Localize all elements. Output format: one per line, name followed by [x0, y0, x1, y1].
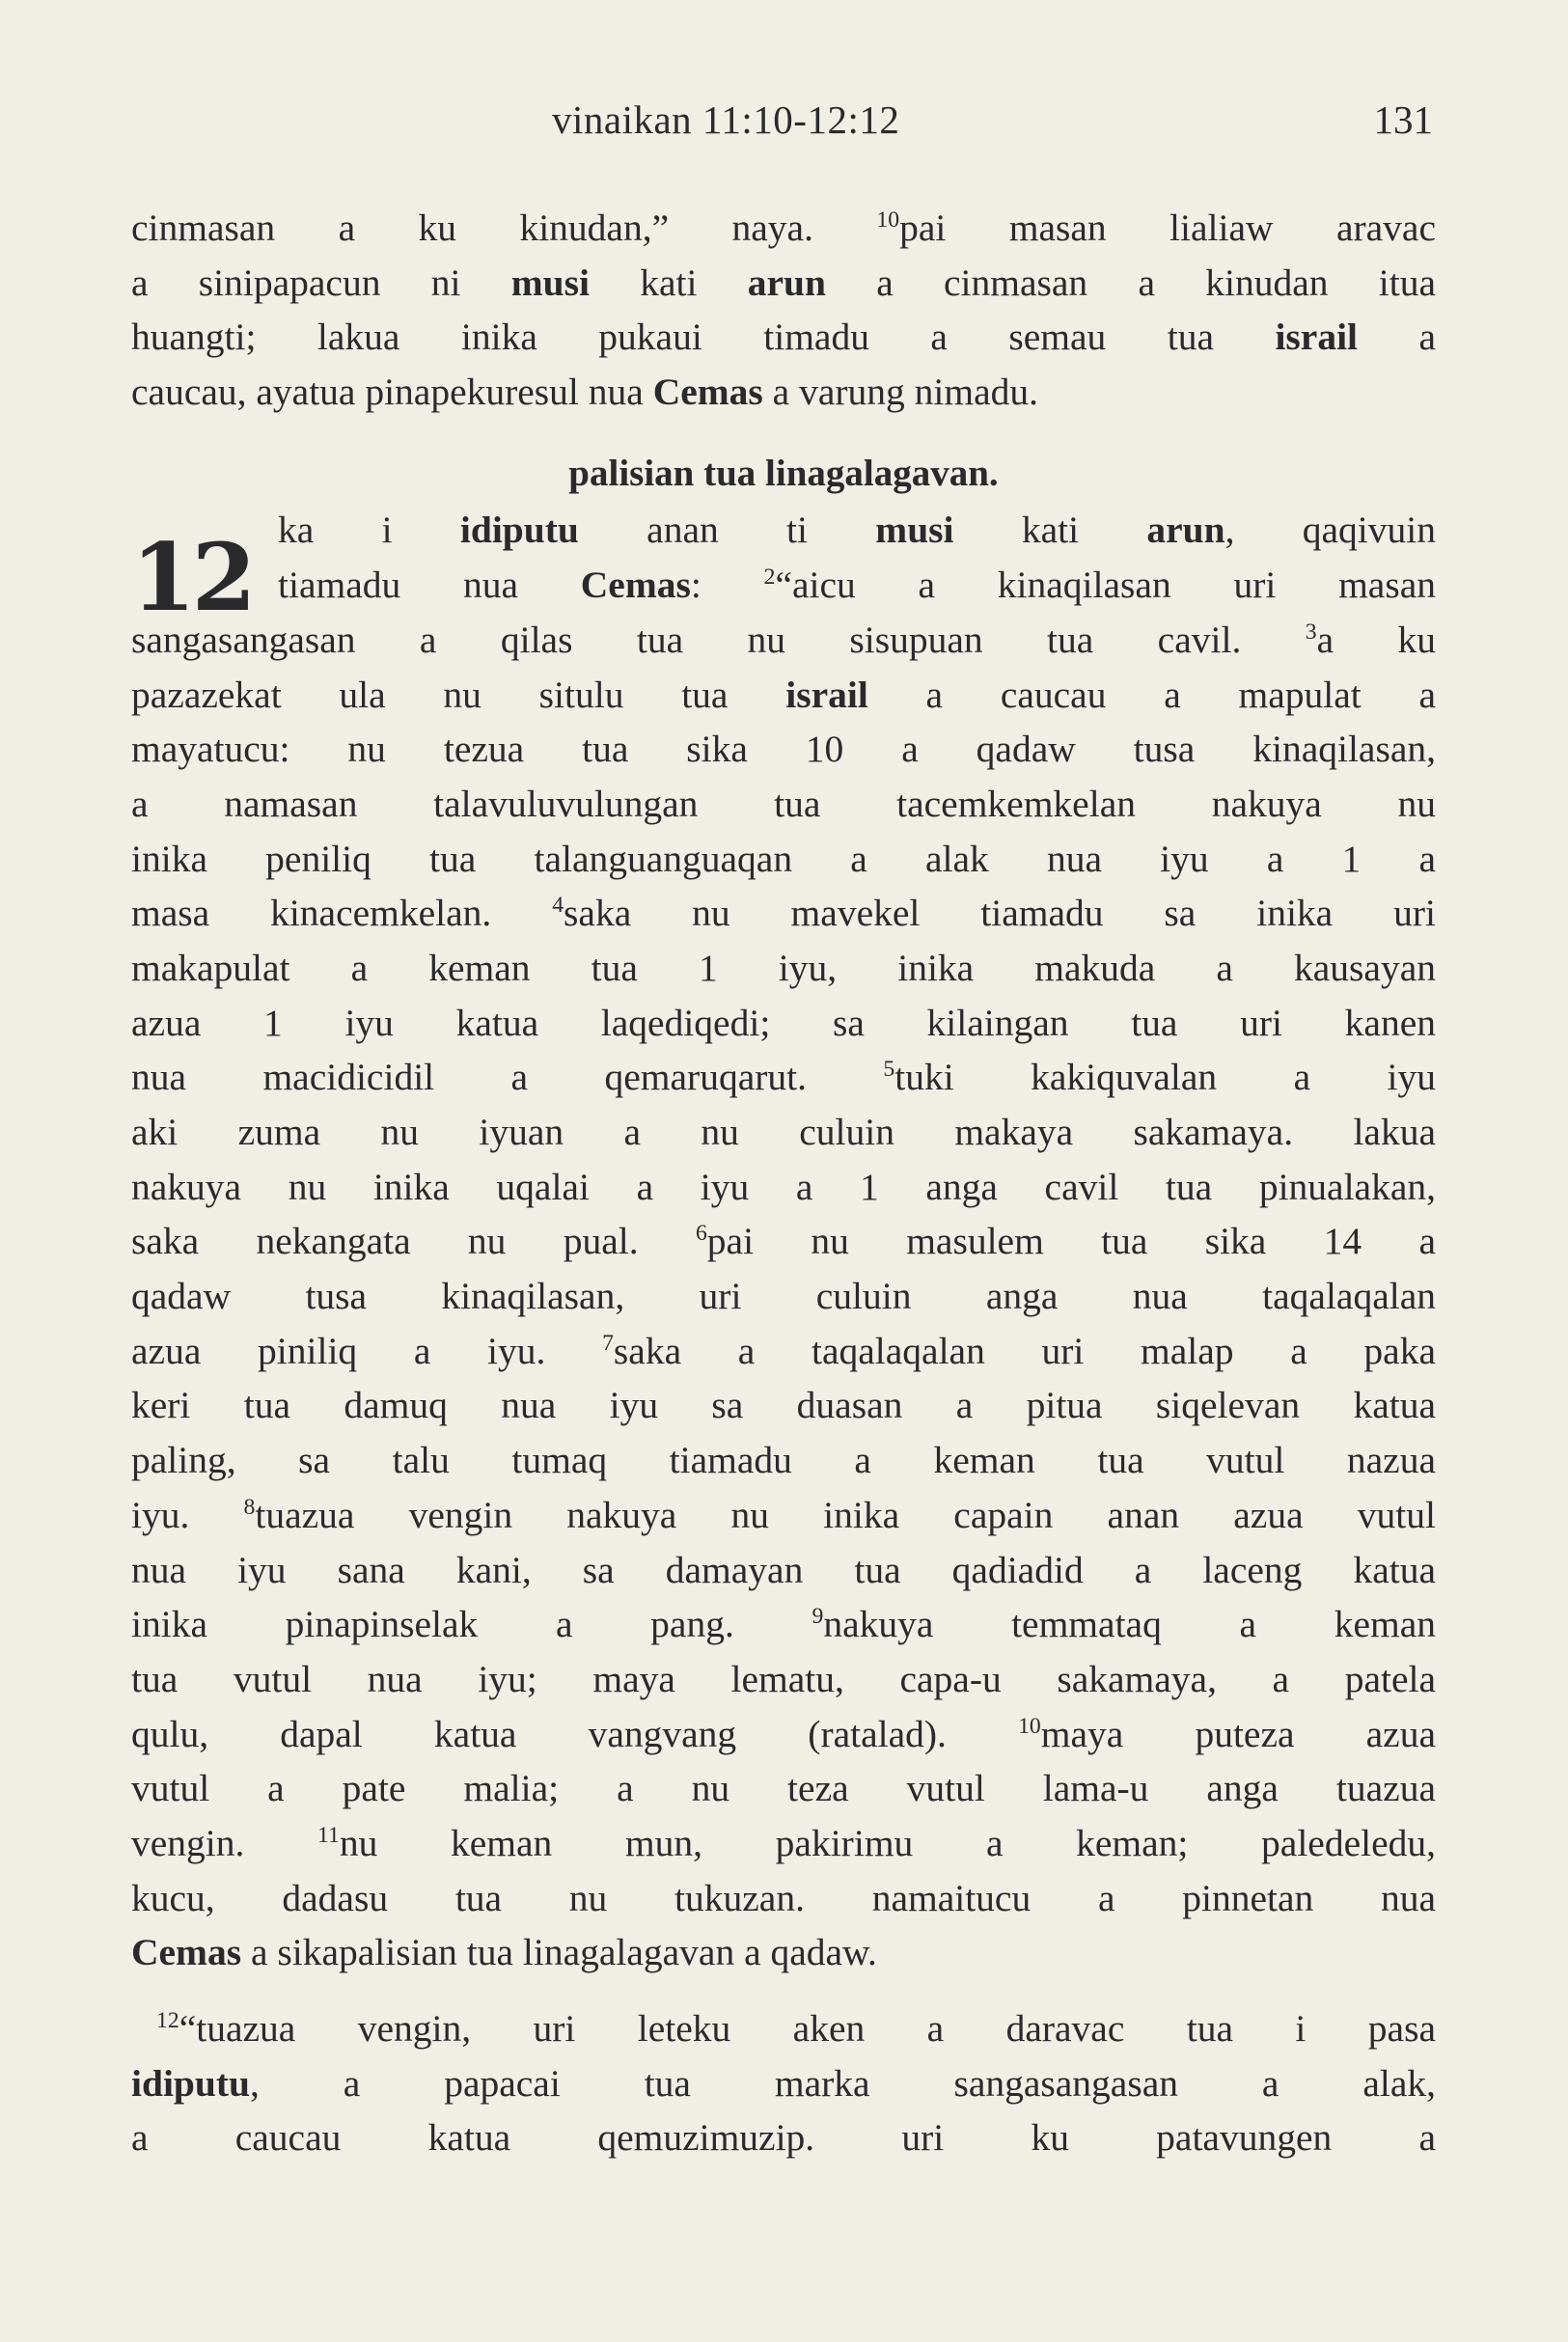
text-run: sangasangasan a qilas tua nu sisupuan tua cavil. — [131, 618, 1306, 661]
text-line — [131, 832, 1436, 887]
text-run: kati — [953, 509, 1147, 552]
text-run: tiamadu nua — [278, 564, 581, 607]
text-run: a sinipapacun ni — [131, 261, 511, 304]
text-line — [131, 1925, 1436, 1980]
verse-number: 2 — [763, 564, 776, 590]
running-title: vinaikan 11:10-12:12 — [552, 97, 900, 142]
text-run: a sikapalisian tua linagalagavan a qadaw. — [241, 1931, 877, 1974]
text-line — [131, 613, 1436, 668]
text-run: keri tua damuq nua iyu sa duasan a pitua siqelevan katua — [131, 1384, 1436, 1427]
text-run: a caucau katua qemuzimuzip. uri ku patavungen a — [131, 2116, 1436, 2160]
text-run: azua 1 iyu katua laqediqedi; sa kilaingan tua uri kanen — [131, 1001, 1436, 1044]
text-run: makapulat a keman tua 1 iyu, inika makuda a kausayan — [131, 946, 1436, 989]
text-line — [131, 777, 1436, 832]
text-run: a cinmasan a kinudan itua — [825, 261, 1436, 304]
text-line — [278, 503, 1436, 558]
verse-number: 11 — [317, 1822, 340, 1848]
text-line — [131, 1324, 1436, 1379]
text-line — [131, 668, 1436, 723]
bold-term: arun — [1146, 509, 1225, 552]
text-run: tua vutul nua iyu; maya lematu, capa-u sakamaya, a patela — [131, 1657, 1436, 1700]
verse-number: 12 — [156, 2007, 179, 2033]
text-run: maya puteza azua — [1040, 1712, 1436, 1755]
text-run: vengin. — [131, 1821, 318, 1864]
chapter-number: 12 — [131, 523, 253, 633]
bold-term: Cemas — [580, 564, 691, 607]
text-line — [131, 310, 1436, 365]
text-line — [131, 1597, 1436, 1652]
text-line — [131, 2056, 1436, 2111]
text-run: anan ti — [578, 509, 876, 552]
text-run: , a papacai tua marka sangasangasan a alak, — [249, 2061, 1436, 2105]
text-line — [131, 1707, 1436, 1762]
text-run: saka nekangata nu pual. — [131, 1220, 696, 1263]
text-run: kucu, dadasu tua nu tukuzan. namaitucu a pinnetan nua — [131, 1876, 1436, 1919]
chapter-block — [131, 503, 1437, 633]
text-run: huangti; lakua inika pukaui timadu a semau tua — [131, 316, 1276, 359]
text-line — [131, 1543, 1436, 1598]
text-run: azua piniliq a iyu. — [131, 1329, 603, 1372]
text-line — [131, 1816, 1436, 1871]
verse-number: 5 — [883, 1057, 895, 1083]
text-run: “aicu a kinaqilasan uri masan — [775, 564, 1436, 607]
text-line — [131, 256, 1436, 311]
text-run: paling, sa talu tumaq tiamadu a keman tua vutul nazua — [131, 1439, 1436, 1482]
page-header — [0, 96, 1568, 154]
text-line — [131, 1652, 1436, 1707]
text-run: tuazua vengin nakuya nu inika capain anan azua vutul — [255, 1493, 1436, 1536]
bold-term: musi — [875, 509, 954, 552]
text-line — [131, 2110, 1436, 2165]
text-run: nakuya temmataq a keman — [823, 1603, 1436, 1646]
bold-term: israil — [785, 673, 868, 716]
text-line — [131, 1761, 1436, 1816]
text-line — [131, 365, 1436, 420]
text-run: saka nu mavekel tiamadu sa inika uri — [564, 892, 1436, 935]
text-line — [131, 941, 1436, 996]
text-run: qulu, dapal katua vangvang (ratalad). — [131, 1712, 1019, 1755]
text-run: iyu. — [131, 1493, 244, 1536]
verse-number: 8 — [243, 1494, 256, 1520]
bold-term: musi — [510, 261, 590, 304]
text-line — [131, 886, 1436, 941]
text-run: nua iyu sana kani, sa damayan tua qadiadid a laceng katua — [131, 1548, 1436, 1591]
text-line — [131, 2001, 1436, 2056]
verse-12-paragraph — [131, 2001, 1436, 2165]
text-run: cinmasan a ku kinudan,” naya. — [131, 207, 877, 249]
text-run: pai nu masulem tua sika 14 a — [706, 1220, 1436, 1263]
bold-term: israil — [1275, 316, 1359, 359]
text-line — [131, 1433, 1436, 1488]
chapter-opening-lines — [131, 503, 1436, 612]
verse-number: 3 — [1305, 619, 1317, 645]
section-heading: palisian tua linagalagavan. — [568, 452, 999, 494]
text-run: pazazekat ula nu situlu tua — [131, 673, 786, 716]
verse-number: 7 — [602, 1330, 614, 1356]
bold-term: idiputu — [131, 2061, 250, 2105]
page-number: 131 — [1373, 97, 1433, 142]
verse-number: 10 — [1018, 1713, 1041, 1739]
bold-term: Cemas — [652, 371, 763, 414]
verse-number: 9 — [812, 1603, 824, 1629]
text-line — [131, 1105, 1436, 1160]
text-line — [131, 1050, 1436, 1105]
text-run: inika peniliq tua talanguanguaqan a alak nua iyu a 1 a — [131, 837, 1436, 880]
text-run: qadaw tusa kinaqilasan, uri culuin anga nua taqalaqalan — [131, 1275, 1436, 1318]
text-line — [131, 1488, 1436, 1543]
text-body — [131, 201, 1436, 2165]
text-run: nua macidicidil a qemaruqarut. — [131, 1056, 884, 1099]
bold-term: Cemas — [131, 1931, 242, 1974]
verse-number: 4 — [552, 893, 564, 919]
verse-number: 6 — [695, 1221, 707, 1247]
text-run: saka a taqalaqalan uri malap a paka — [613, 1329, 1437, 1372]
text-line — [131, 722, 1436, 777]
text-run: tuki kakiquvalan a iyu — [894, 1056, 1437, 1099]
text-run: nakuya nu inika uqalai a iyu a 1 anga cavil tua pinualakan, — [131, 1165, 1436, 1208]
text-run: caucau, ayatua pinapekuresul nua — [131, 371, 653, 414]
chapter-paragraph — [131, 613, 1436, 1980]
bold-term: arun — [747, 261, 826, 304]
text-run: : — [690, 564, 764, 607]
text-line — [131, 1378, 1436, 1433]
text-run: masa kinacemkelan. — [131, 892, 553, 935]
text-run: a varung nimadu. — [762, 371, 1038, 414]
bold-term: idiputu — [459, 509, 579, 552]
text-run: vutul a pate malia; a nu teza vutul lama-u anga tuazua — [131, 1767, 1436, 1810]
text-run: mayatucu: nu tezua tua sika 10 a qadaw tusa kinaqilasan, — [131, 728, 1436, 771]
text-line — [131, 1214, 1436, 1269]
text-run: kati — [589, 261, 748, 304]
text-run: a caucau a mapulat a — [867, 673, 1436, 716]
intro-paragraph — [131, 201, 1436, 420]
text-line — [131, 996, 1436, 1051]
verse-number: 10 — [876, 207, 900, 233]
text-line — [278, 558, 1436, 613]
text-run: pai masan lialiaw aravac — [899, 207, 1436, 249]
text-run: nu keman mun, pakirimu a keman; paledeledu, — [339, 1821, 1436, 1864]
text-line — [131, 1269, 1436, 1324]
text-run: inika pinapinselak a pang. — [131, 1603, 812, 1646]
text-run: a namasan talavuluvulungan tua tacemkemkelan nakuya nu — [131, 782, 1436, 825]
text-run: a ku — [1316, 618, 1436, 661]
text-run: , qaqivuin — [1224, 509, 1437, 552]
text-run: “tuazua vengin, uri leteku aken a daravac tua i pasa — [179, 2007, 1436, 2050]
text-run: ka i — [278, 509, 460, 552]
text-line — [131, 1160, 1436, 1215]
text-run: a — [1358, 316, 1436, 359]
text-line — [131, 1871, 1436, 1926]
text-line — [131, 201, 1436, 256]
text-run: aki zuma nu iyuan a nu culuin makaya sakamaya. lakua — [131, 1111, 1436, 1153]
